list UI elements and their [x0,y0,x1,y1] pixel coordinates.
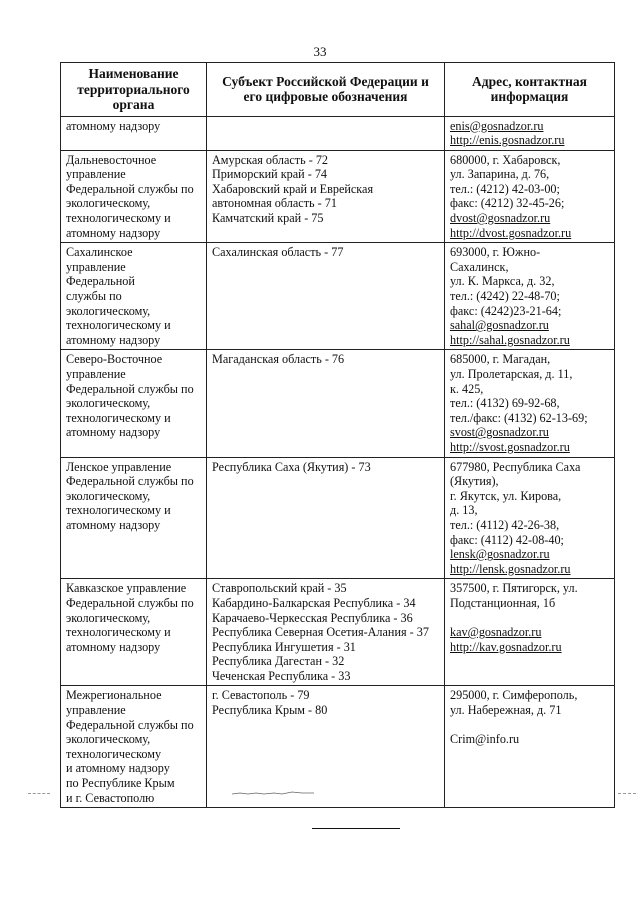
org-name-cell [61,243,207,350]
federal-subjects-cell [207,350,445,457]
org-name-cell [61,686,207,808]
contact-line: тел./факс: (4132) 62-13-69; [450,410,588,425]
contact-line: Сахалинск, [450,259,509,274]
federal-subject-line: Камчатский край - 75 [212,211,324,226]
org-name-line: Федеральной службы по [66,474,194,489]
org-name-line: Федеральной службы по [66,717,194,732]
contact-line: 680000, г. Хабаровск, [450,152,561,167]
contacts-cell [445,457,615,579]
contact-line: 685000, г. Магадан, [450,352,551,367]
org-name-line: технологическому и [66,410,171,425]
org-name-line: Северо-Восточное [66,352,163,367]
territorial-bodies-table [60,62,615,808]
federal-subjects-cell [207,150,445,243]
header-territorial-body [61,63,207,117]
federal-subject-line: Республика Дагестан - 32 [212,654,345,669]
org-name-cell [61,579,207,686]
contact-line: ул. Пролетарская, д. 11, [450,367,573,381]
contact-link[interactable]: kav@gosnadzor.ru [450,625,542,640]
blank-line [450,611,610,626]
org-name-line: Межрегиональное [66,688,162,703]
header-line: Адрес, контактная [472,73,587,89]
contact-link[interactable]: enis@gosnadzor.ru [450,118,544,133]
federal-subject-line: автономная область - 71 [212,196,337,211]
contact-line: тел.: (4112) 42-26-38, [450,517,560,532]
table-body [61,116,615,808]
contact-line: 693000, г. Южно- [450,245,541,260]
org-name-line: службы по [66,289,122,304]
contact-line: д. 13, [450,503,478,518]
margin-mark [618,793,636,794]
org-name-line: экологическому, [66,732,151,747]
contact-line: к. 425, [450,381,484,396]
federal-subject-line: Республика Саха (Якутия) - 73 [212,459,371,474]
federal-subjects-cell [207,243,445,350]
contact-link[interactable]: lensk@gosnadzor.ru [450,547,550,562]
header-line: органа [112,97,155,112]
contact-line: факс: (4112) 42-08-40; [450,532,564,547]
table-header-row [61,63,615,117]
federal-subject-line: Республика Крым - 80 [212,703,328,718]
org-name-line: Федеральной службы по [66,381,194,396]
contact-line: 357500, г. Пятигорск, ул. [450,581,578,596]
org-name-line: атомному надзору [66,118,161,133]
org-name-line: технологическому [66,746,162,761]
contact-line: факс: (4242)23-21-64; [450,303,562,318]
org-name-line: Федеральной [66,274,135,289]
org-name-line: Сахалинское [66,245,133,260]
pen-mark [230,790,320,796]
federal-subject-line: Амурская область - 72 [212,152,329,167]
org-name-line: атомному надзору [66,517,161,532]
org-name-line: управление [66,367,126,381]
contact-line: 295000, г. Симферополь, [450,688,578,703]
org-name-cell [61,116,207,150]
contact-line: ул. Набережная, д. 71 [450,703,562,718]
margin-mark [28,793,50,794]
footer-rule [312,828,400,829]
org-name-line: технологическому и [66,318,171,333]
contact-line: тел.: (4242) 22-48-70; [450,289,560,304]
org-name-cell [61,457,207,579]
federal-subjects-cell [207,116,445,150]
blank-line [450,718,610,733]
federal-subject-line: Ставропольский край - 35 [212,581,347,596]
contact-link[interactable]: dvost@gosnadzor.ru [450,211,551,226]
contacts-cell [445,686,615,808]
org-name-line: атомному надзору [66,639,161,654]
federal-subject-line: Приморский край - 74 [212,167,328,182]
header-line: его цифровые обозначения [243,89,408,105]
org-name-line: технологическому и [66,625,171,640]
org-name-line: экологическому, [66,396,151,411]
contact-line: Подстанционная, 1б [450,595,556,610]
contacts-cell [445,116,615,150]
federal-subject-line: Магаданская область - 76 [212,352,345,367]
table-row [61,243,615,350]
org-name-line: управление [66,259,126,274]
header-address-contacts [445,63,615,117]
org-name-line: экологическому, [66,196,151,211]
header-line: территориального [77,81,190,97]
org-name-line: атомному надзору [66,332,161,347]
contact-line: 677980, Республика Саха [450,459,581,474]
contacts-cell [445,150,615,243]
org-name-line: управление [66,703,126,718]
org-name-line: и атомному надзору [66,761,170,776]
contact-line: тел.: (4132) 69-92-68, [450,396,560,411]
federal-subject-line: Чеченская Республика - 33 [212,668,351,683]
org-name-line: экологическому, [66,488,151,503]
contact-link[interactable]: sahal@gosnadzor.ru [450,318,549,333]
contact-line: ул. Запарина, д. 76, [450,167,550,182]
contact-line: факс: (4212) 32-45-26; [450,196,565,211]
org-name-line: Дальневосточное [66,152,157,167]
org-name-cell [61,350,207,457]
header-federal-subject [207,63,445,117]
federal-subject-line: Хабаровский край и Еврейская [212,181,374,196]
federal-subject-line: Кабардино-Балкарская Республика - 34 [212,595,416,610]
contact-link[interactable]: svost@gosnadzor.ru [450,425,549,440]
federal-subject-line: Сахалинская область - 77 [212,245,344,260]
contact-line: ул. К. Маркса, д. 32, [450,274,555,289]
contact-link[interactable]: http://sahal.gosnadzor.ru [450,332,570,347]
contact-line: (Якутия), [450,474,499,489]
federal-subject-line: Карачаево-Черкесская Республика - 36 [212,610,413,625]
org-name-line: Федеральной службы по [66,595,194,610]
org-name-cell [61,150,207,243]
org-name-line: экологическому, [66,610,151,625]
table-row [61,579,615,686]
table-row [61,350,615,457]
contacts-cell [445,579,615,686]
table-row [61,457,615,579]
org-name-line: атомному надзору [66,225,161,240]
table-row [61,116,615,150]
federal-subject-line: Республика Северная Осетия-Алания - 37 [212,625,429,640]
contact-line: г. Якутск, ул. Кирова, [450,488,562,503]
contacts-cell [445,243,615,350]
page-number: 33 [313,44,327,59]
table-row [61,686,615,808]
contact-link[interactable]: http://enis.gosnadzor.ru [450,133,565,148]
federal-subjects-cell [207,457,445,579]
contacts-cell [445,350,615,457]
header-line: Наименование [88,66,179,81]
org-name-line: управление [66,167,126,182]
federal-subjects-cell [207,579,445,686]
org-name-line: атомному надзору [66,425,161,440]
org-name-line: Федеральной службы по [66,181,194,196]
contact-link[interactable]: http://dvost.gosnadzor.ru [450,225,572,240]
org-name-line: экологическому, [66,303,151,318]
org-name-line: технологическому и [66,503,171,518]
org-name-line: по Республике Крым [66,776,175,791]
org-name-line: Ленское управление [66,459,172,474]
org-name-line: и г. Севастополю [66,790,155,805]
contact-link[interactable]: http://kav.gosnadzor.ru [450,639,562,654]
contact-link[interactable]: http://lensk.gosnadzor.ru [450,561,571,576]
org-name-line: технологическому и [66,211,171,226]
federal-subject-line: Республика Ингушетия - 31 [212,639,356,654]
table-row [61,150,615,243]
header-line: Субъект Российской Федерации и [222,73,429,89]
header-line: информация [490,89,569,105]
contact-line: Crim@info.ru [450,732,520,747]
federal-subject-line: г. Севастополь - 79 [212,688,310,703]
contact-line: тел.: (4212) 42-03-00; [450,181,560,196]
org-name-line: Кавказское управление [66,581,187,596]
contact-link[interactable]: http://svost.gosnadzor.ru [450,439,570,454]
